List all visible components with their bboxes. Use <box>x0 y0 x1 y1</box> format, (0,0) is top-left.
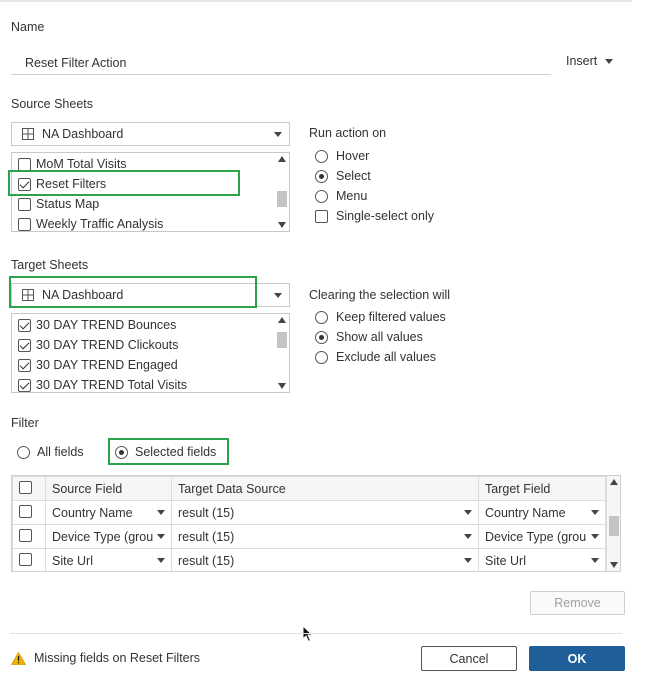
field-mapping-table <box>11 475 621 572</box>
checkbox[interactable] <box>315 210 328 223</box>
checkbox[interactable] <box>18 198 31 211</box>
chevron-down-icon <box>591 510 599 515</box>
radio-button[interactable] <box>115 446 128 459</box>
radio-label: Menu <box>336 189 368 203</box>
scroll-down-icon[interactable] <box>278 222 286 228</box>
row-checkbox[interactable] <box>19 553 32 566</box>
target-sheets-heading: Target Sheets <box>11 258 89 272</box>
chevron-down-icon <box>464 510 472 515</box>
chevron-down-icon <box>591 534 599 539</box>
list-item-label: 30 DAY TREND Total Visits <box>36 378 187 392</box>
radio-label: Show all values <box>336 330 423 344</box>
radio-button[interactable] <box>315 331 328 344</box>
list-item[interactable] <box>18 375 187 395</box>
insert-label: Insert <box>566 54 598 68</box>
list-item[interactable] <box>18 154 127 174</box>
source-dashboard-select[interactable] <box>11 122 290 146</box>
source-field-value: Country Name <box>52 505 133 520</box>
list-item-label: 30 DAY TREND Clickouts <box>36 338 179 352</box>
source-dashboard-label: NA Dashboard <box>42 127 124 141</box>
chevron-down-icon <box>274 132 282 137</box>
target-field-value: Site Url <box>485 553 526 568</box>
list-item-label: 30 DAY TREND Engaged <box>36 358 178 372</box>
chevron-down-icon <box>464 558 472 563</box>
chevron-down-icon <box>274 293 282 298</box>
datasource-select[interactable] <box>172 549 479 573</box>
source-sheets-heading: Source Sheets <box>11 97 93 111</box>
dashboard-grid-icon <box>22 128 34 140</box>
cancel-button[interactable]: Cancel <box>421 646 517 671</box>
mouse-cursor-icon <box>302 625 314 646</box>
table-row <box>13 501 606 525</box>
ok-button[interactable]: OK <box>529 646 625 671</box>
target-field-value: Country Name <box>485 505 566 520</box>
action-name-input[interactable] <box>11 51 551 75</box>
row-checkbox[interactable] <box>19 529 32 542</box>
radio-button[interactable] <box>17 446 30 459</box>
radio-label: Selected fields <box>135 445 217 459</box>
scroll-thumb[interactable] <box>277 332 287 348</box>
radio-label: Hover <box>336 149 370 163</box>
filter-heading: Filter <box>11 416 39 430</box>
datasource-value: result (15) <box>178 505 235 520</box>
table-row <box>13 525 606 549</box>
radio-keep-filtered[interactable] <box>315 310 446 324</box>
source-field-select[interactable] <box>46 501 172 525</box>
checkbox[interactable] <box>18 339 31 352</box>
list-item[interactable] <box>18 315 176 335</box>
list-item[interactable] <box>18 194 99 214</box>
chevron-down-icon <box>157 534 165 539</box>
run-action-heading: Run action on <box>309 126 387 140</box>
radio-label: Keep filtered values <box>336 310 446 324</box>
radio-select[interactable] <box>315 169 371 183</box>
target-sheets-list[interactable] <box>11 313 290 393</box>
target-field-select[interactable] <box>479 525 606 549</box>
list-item-label: Status Map <box>36 197 100 211</box>
insert-dropdown[interactable] <box>566 54 613 68</box>
column-header: Target Data Source <box>172 477 479 501</box>
datasource-value: result (15) <box>178 553 235 568</box>
radio-show-all[interactable] <box>315 330 423 344</box>
warning-icon <box>11 652 26 665</box>
chevron-down-icon <box>157 558 165 563</box>
radio-menu[interactable] <box>315 189 367 203</box>
checkbox[interactable] <box>18 319 31 332</box>
chevron-down-icon <box>464 534 472 539</box>
list-item-label: Reset Filters <box>36 177 107 191</box>
checkbox[interactable] <box>18 379 31 392</box>
list-item[interactable] <box>18 214 163 234</box>
scroll-up-icon[interactable] <box>610 479 618 485</box>
radio-hover[interactable] <box>315 149 369 163</box>
list-item-label: Weekly Traffic Analysis <box>36 217 164 231</box>
scroll-up-icon[interactable] <box>278 317 286 323</box>
target-dashboard-select[interactable] <box>11 283 290 307</box>
column-header: Target Field <box>479 477 606 501</box>
chevron-down-icon <box>591 558 599 563</box>
target-field-value: Device Type (grou <box>485 529 587 544</box>
checkbox[interactable] <box>18 158 31 171</box>
list-item[interactable] <box>18 355 178 375</box>
datasource-value: result (15) <box>178 529 235 544</box>
warning-text: Missing fields on Reset Filters <box>34 651 201 665</box>
list-item[interactable] <box>18 174 106 194</box>
scroll-up-icon[interactable] <box>278 156 286 162</box>
remove-button[interactable]: Remove <box>530 591 625 615</box>
single-select-checkbox[interactable] <box>315 209 434 223</box>
radio-button[interactable] <box>315 351 328 364</box>
source-field-select[interactable] <box>46 549 172 573</box>
name-heading: Name <box>11 20 45 34</box>
scrollbar[interactable] <box>276 314 288 392</box>
source-field-value: Device Type (grou <box>52 529 154 544</box>
scrollbar[interactable] <box>276 153 288 231</box>
radio-label: Exclude all values <box>336 350 437 364</box>
target-dashboard-label: NA Dashboard <box>42 288 124 302</box>
radio-button[interactable] <box>315 311 328 324</box>
chevron-down-icon <box>605 59 613 64</box>
radio-label: All fields <box>37 445 84 459</box>
list-item-label: 30 DAY TREND Bounces <box>36 318 177 332</box>
top-divider <box>0 0 632 2</box>
target-field-select[interactable] <box>479 501 606 525</box>
table-row <box>13 549 606 573</box>
radio-label: Select <box>336 169 371 183</box>
scrollbar[interactable] <box>606 476 620 571</box>
list-item[interactable] <box>18 335 178 355</box>
list-item-label: MoM Total Visits <box>36 157 127 171</box>
datasource-select[interactable] <box>172 525 479 549</box>
checkbox[interactable] <box>18 359 31 372</box>
select-all-cell <box>13 477 46 501</box>
radio-button[interactable] <box>315 170 328 183</box>
radio-all-fields[interactable] <box>17 445 84 459</box>
target-field-select[interactable] <box>479 549 606 573</box>
chevron-down-icon <box>157 510 165 515</box>
action-name-value: Reset Filter Action <box>25 56 127 70</box>
radio-selected-fields[interactable] <box>115 445 216 459</box>
radio-button[interactable] <box>315 150 328 163</box>
scroll-down-icon[interactable] <box>278 383 286 389</box>
datasource-select[interactable] <box>172 501 479 525</box>
dashboard-grid-icon <box>22 289 34 301</box>
radio-button[interactable] <box>315 190 328 203</box>
scroll-thumb[interactable] <box>277 191 287 207</box>
table-header-row <box>13 477 606 501</box>
source-field-value: Site Url <box>52 553 93 568</box>
checkbox-label: Single-select only <box>336 209 434 223</box>
footer-divider <box>10 633 622 634</box>
clearing-heading: Clearing the selection will <box>309 288 451 302</box>
radio-exclude-all[interactable] <box>315 350 436 364</box>
checkbox[interactable] <box>18 178 31 191</box>
scroll-thumb[interactable] <box>609 516 619 536</box>
scroll-down-icon[interactable] <box>610 562 618 568</box>
checkbox[interactable] <box>18 218 31 231</box>
source-field-select[interactable] <box>46 525 172 549</box>
row-checkbox[interactable] <box>19 505 32 518</box>
warning-message <box>11 651 200 665</box>
column-header: Source Field <box>46 477 172 501</box>
source-sheets-list[interactable] <box>11 152 290 232</box>
select-all-checkbox[interactable] <box>19 481 32 494</box>
